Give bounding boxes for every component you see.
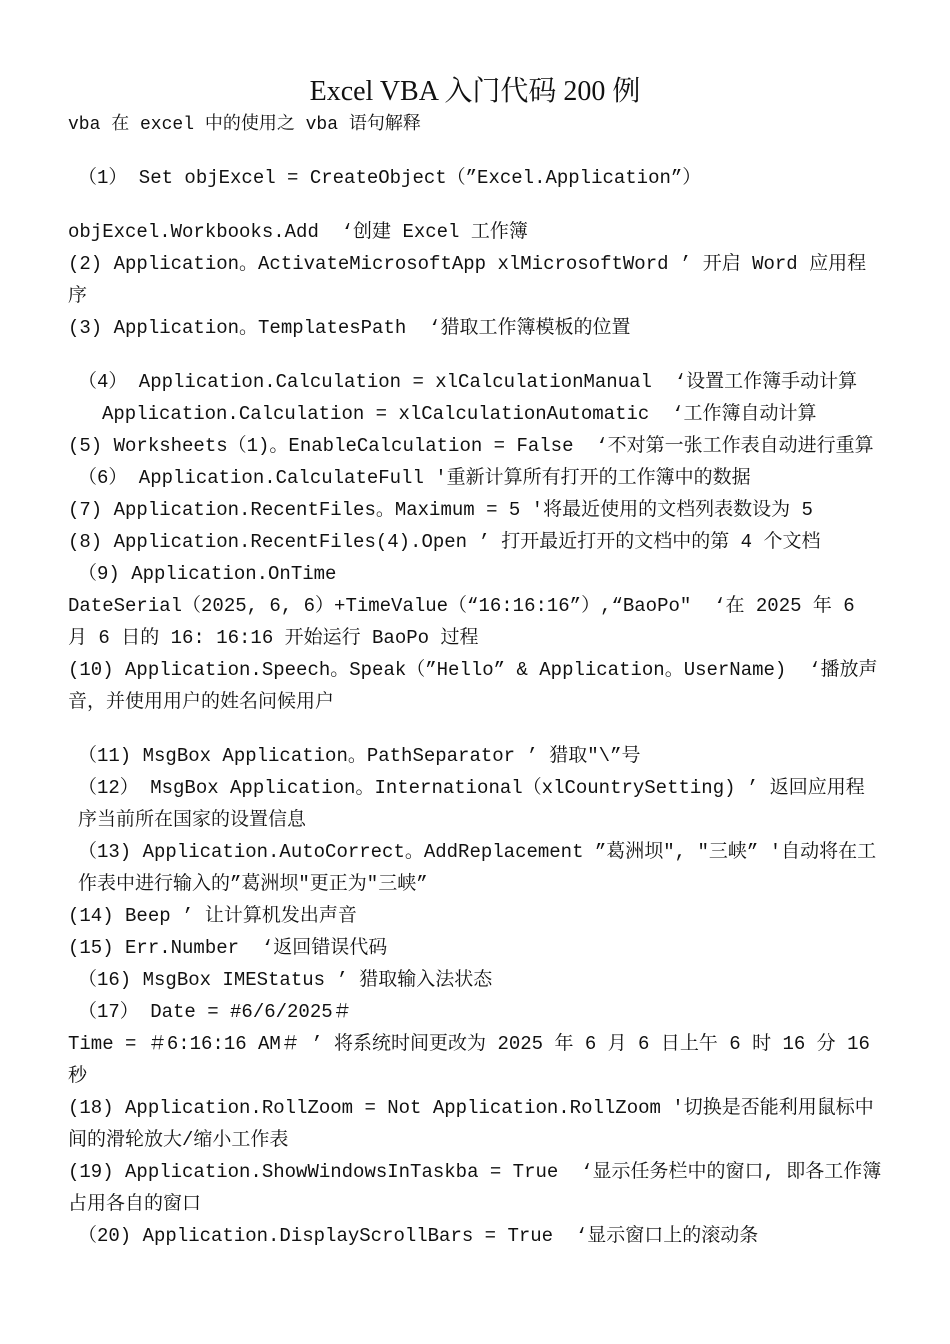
document-title: Excel VBA 入门代码 200 例 (309, 76, 641, 107)
entry-line: （13) Application.AutoCorrect。AddReplacement ”葛洲坝", "三峡” '自动将在工作表中进行输入的”葛洲坝"更正为"三峡” (78, 841, 877, 895)
document-subtitle: vba 在 excel 中的使用之 vba 语句解释 (68, 115, 421, 135)
entry-line: （4） Application.Calculation = xlCalculationManual ‘设置工作簿手动计算 (78, 371, 858, 393)
entry-line: （1） Set objExcel = CreateObject（”Excel.Application”） (78, 167, 702, 189)
spacer (68, 194, 883, 216)
entry-line: （12） MsgBox Application。International（xlCountrySetting) ’ 返回应用程序当前所在国家的设置信息 (78, 777, 865, 831)
entry-line: （11) MsgBox Application。PathSeparator ’ 猎取"\”号 (78, 745, 641, 767)
entry-line: (7) Application.RecentFiles。Maximum = 5 '将最近使用的文档列表数设为 5 (68, 499, 813, 521)
entry-line: (2) Application。ActivateMicrosoftApp xlMicrosoftWord ’ 开启 Word 应用程序 (68, 253, 867, 307)
entry-line: (8) Application.RecentFiles(4).Open ’ 打开最近打开的文档中的第 4 个文档 (68, 531, 821, 553)
entry-line: objExcel.Workbooks.Add ‘创建 Excel 工作簿 (68, 221, 528, 243)
entry-line: (15) Err.Number ‘返回错误代码 (68, 937, 388, 959)
spacer (68, 718, 883, 740)
entry-line: (18) Application.RollZoom = Not Application.RollZoom '切换是否能利用鼠标中间的滑轮放大/缩小工作表 (68, 1097, 874, 1151)
entry-line: Application.Calculation = xlCalculationAutomatic ‘工作簿自动计算 (102, 403, 817, 425)
code-entries (68, 162, 883, 1252)
entry-line: (19) Application.ShowWindowsInTaskba = True ‘显示任务栏中的窗口, 即各工作簿占用各自的窗口 (68, 1161, 882, 1215)
entry-line: （9) Application.OnTime (78, 563, 337, 585)
entry-line: （16) MsgBox IMEStatus ’ 猎取输入法状态 (78, 969, 493, 991)
entry-line: （20) Application.DisplayScrollBars = True ‘显示窗口上的滚动条 (78, 1225, 759, 1247)
entry-line: DateSerial（2025, 6, 6）+TimeValue（“16:16:16”）,“BaoPo" ‘在 2025 年 6 月 6 日的 16: 16:16 开始运行 BaoPo 过程 (68, 595, 867, 649)
entry-line: （17） Date = #6/6/2025＃ (78, 1001, 352, 1023)
entry-line: (14) Beep ’ 让计算机发出声音 (68, 905, 357, 927)
entry-line: (10) Application.Speech。Speak（”Hello” & Application。UserName) ‘播放声音，并使用用户的姓名问候用户 (68, 659, 878, 713)
entry-line: （6） Application.CalculateFull '重新计算所有打开的工作簿中的数据 (78, 467, 751, 489)
entry-line: (3) Application。TemplatesPath ‘猎取工作簿模板的位置 (68, 317, 631, 339)
entry-line: Time = ＃6:16:16 AM＃ ’ 将系统时间更改为 2025 年 6 月 6 日上午 6 时 16 分 16 秒 (68, 1033, 882, 1087)
spacer (68, 344, 883, 366)
entry-line: (5) Worksheets（1)。EnableCalculation = False ‘不对第一张工作表自动进行重算 (68, 435, 874, 457)
